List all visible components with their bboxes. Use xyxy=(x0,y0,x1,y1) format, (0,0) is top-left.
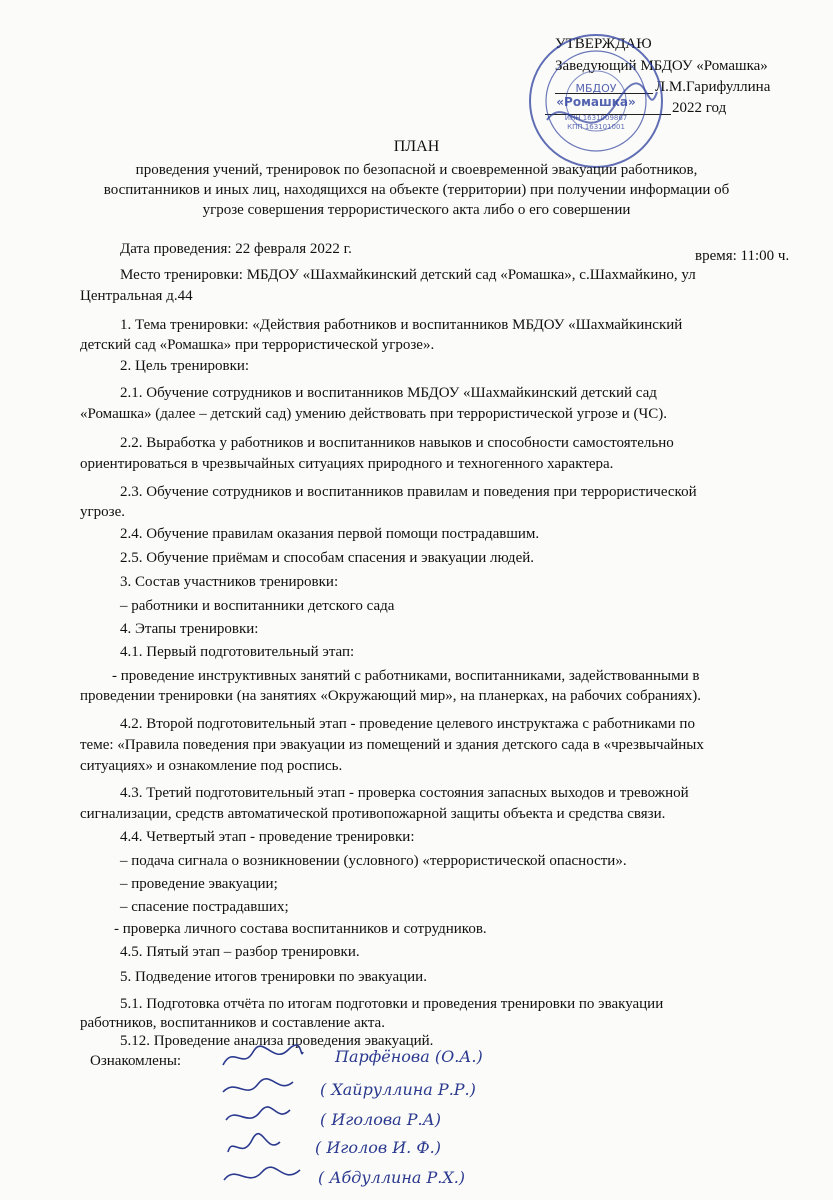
item-5-1-rest: работников, воспитанников и составление акта. xyxy=(80,1015,385,1031)
item-3: 3. Состав участников тренировки: xyxy=(120,574,339,590)
place-line2: Центральная д.44 xyxy=(80,288,193,304)
signature-name-2: ( Хайруллина Р.Р.) xyxy=(320,1080,476,1099)
approval-line1: УТВЕРЖДАЮ xyxy=(555,36,652,52)
approval-line3: Л.М.Гарифуллина xyxy=(655,79,771,95)
item-4: 4. Этапы тренировки: xyxy=(120,621,259,637)
item-2-3-first: 2.3. Обучение сотрудников и воспитанников правилам и поведения при террористической xyxy=(120,484,697,500)
subtitle-line1: проведения учений, тренировок по безопасной и своевременной эвакуации работников, xyxy=(135,162,698,178)
place-line1: Место тренировки: МБДОУ «Шахмайкинский детский сад «Ромашка», с.Шахмайкино, ул xyxy=(120,267,696,283)
date-line: Дата проведения: 22 февраля 2022 г. xyxy=(120,241,352,257)
item-4-4-bullet1: – подача сигнала о возникновении (условного) «террористической опасности». xyxy=(120,853,627,869)
item-4-3-rest: сигнализации, средств автоматической противопожарной защиты объекта и средства связи. xyxy=(80,806,666,822)
handwritten-signatures xyxy=(218,1040,308,1195)
item-4-4: 4.4. Четвертый этап - проведение тренировки: xyxy=(120,829,415,845)
item-4-2-rest2: ситуациях» и ознакомление под роспись. xyxy=(80,758,343,774)
subtitle-line2: воспитанников и иных лиц, находящихся на объекте (территории) при получении информации об xyxy=(103,182,730,198)
item-2-1-rest: «Ромашка» (далее – детский сад) умению действовать при террористической угрозе и (ЧС). xyxy=(80,406,667,422)
item-4-4-bullet3: – спасение пострадавших; xyxy=(120,899,289,915)
item-1-rest: детский сад «Ромашка» при террористической угрозе». xyxy=(80,337,435,353)
item-1-first: 1. Тема тренировки: «Действия работников и воспитанников МБДОУ «Шахмайкинский xyxy=(120,317,683,333)
item-4-1-dash-rest: проведении тренировки (на занятиях «Окружающий мир», на планерках, на рабочих собраниях). xyxy=(80,688,702,704)
page-title: ПЛАН xyxy=(393,138,440,155)
approval-line2: Заведующий МБДОУ «Ромашка» xyxy=(555,58,768,74)
item-3-bullet: – работники и воспитанники детского сада xyxy=(120,598,395,614)
item-4-5: 4.5. Пятый этап – разбор тренировки. xyxy=(120,944,360,960)
item-4-3-first: 4.3. Третий подготовительный этап - проверка состояния запасных выходов и тревожной xyxy=(120,785,689,801)
item-4-1-dash-first: - проведение инструктивных занятий с работниками, воспитанниками, задействованными в xyxy=(112,668,700,684)
item-5-1-first: 5.1. Подготовка отчёта по итогам подготовки и проведения тренировки по эвакуации xyxy=(120,996,664,1012)
item-2-1-first: 2.1. Обучение сотрудников и воспитанников МБДОУ «Шахмайкинский детский сад xyxy=(120,385,657,401)
svg-text:«Ромашка»: «Ромашка» xyxy=(556,95,636,109)
item-5-12: 5.12. Проведение анализа проведения эвакуаций. xyxy=(120,1033,434,1049)
item-2-4: 2.4. Обучение правилам оказания первой помощи пострадавшим. xyxy=(120,526,540,542)
item-2-5: 2.5. Обучение приёмам и способам спасения и эвакуации людей. xyxy=(120,550,535,566)
item-4-4-bullet4: - проверка личного состава воспитанников и сотрудников. xyxy=(114,921,487,937)
signature-name-1: Парфёнова (О.А.) xyxy=(335,1047,483,1066)
item-2: 2. Цель тренировки: xyxy=(120,358,250,374)
item-4-2-first: 4.2. Второй подготовительный этап - проведение целевого инструктажа с работниками по xyxy=(120,716,695,732)
svg-text:МБДОУ: МБДОУ xyxy=(575,82,617,95)
item-4-2-rest: теме: «Правила поведения при эвакуации из помещений и здания детского сада в «чрезвычайных xyxy=(80,737,704,753)
signature-name-4: ( Иголов И. Ф.) xyxy=(315,1138,441,1157)
item-4-4-bullet2: – проведение эвакуации; xyxy=(120,876,278,892)
item-2-3-rest: угрозе. xyxy=(80,504,125,520)
signature-name-5: ( Абдуллина Р.Х.) xyxy=(318,1168,466,1187)
approval-line4: 2022 год xyxy=(672,100,727,116)
item-4-1: 4.1. Первый подготовительный этап: xyxy=(120,644,355,660)
item-2-2-first: 2.2. Выработка у работников и воспитанников навыков и способности самостоятельно xyxy=(120,435,674,451)
item-2-2-rest: ориентироваться в чрезвычайных ситуациях природного и техногенного характера. xyxy=(80,456,614,472)
signature-name-3: ( Иголова Р.А) xyxy=(320,1110,441,1129)
svg-text:КПП 163101001: КПП 163101001 xyxy=(567,123,625,131)
item-5: 5. Подведение итогов тренировки по эвакуации. xyxy=(120,969,427,985)
time-line: время: 11:00 ч. xyxy=(695,248,790,264)
svg-text:ИНН 1631009867: ИНН 1631009867 xyxy=(564,114,628,122)
acquainted-label: Ознакомлены: xyxy=(90,1053,182,1069)
subtitle-line3: угрозе совершения террористического акта либо о его совершении xyxy=(202,202,631,218)
